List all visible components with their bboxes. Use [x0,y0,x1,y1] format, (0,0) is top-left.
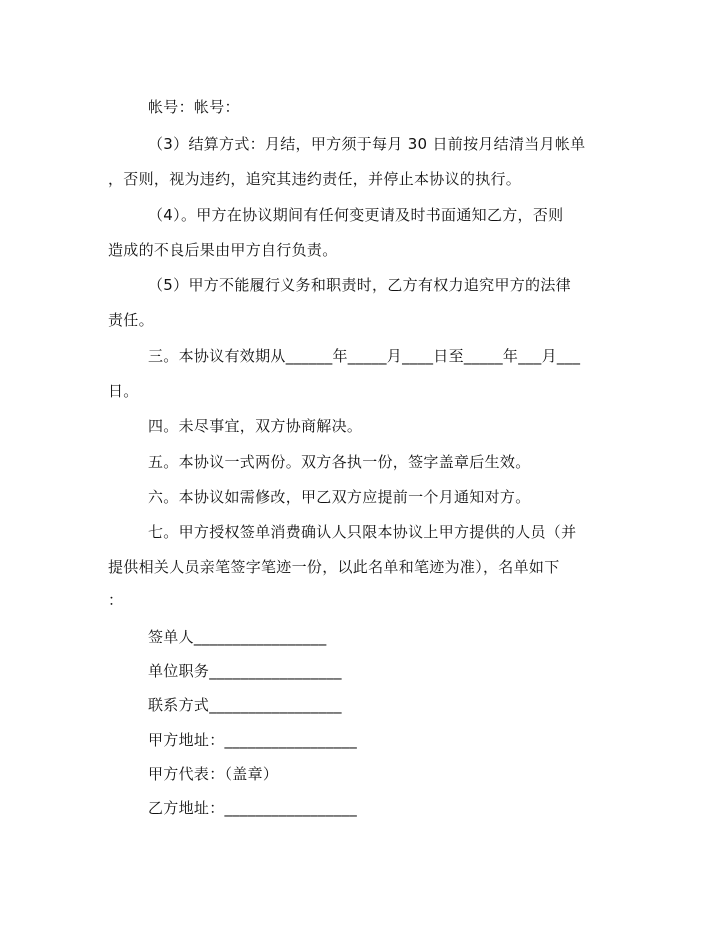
settlement-clause-cont: ，否则，视为违约，追究其违约责任，并停止本协议的执行。 [108,170,522,188]
account-line: 帐号：帐号： [148,98,240,116]
liability-clause-cont: 责任。 [108,311,154,329]
validity-clause: 三。本协议有效期从______年_____月____日至_____年___月___ [148,347,581,365]
copies-clause: 五。本协议一式两份。双方各执一份，签字盖章后生效。 [148,453,531,471]
change-notice-clause: （4）。甲方在协议期间有任何变更请及时书面通知乙方，否则 [148,206,564,224]
validity-clause-cont: 日。 [108,382,139,400]
modification-clause: 六。本协议如需修改，甲乙双方应提前一个月通知对方。 [148,488,531,506]
job-title-field: 单位职务_________________ [148,662,342,680]
signer-field: 签单人_________________ [148,628,327,646]
unresolved-matters: 四。未尽事宜，双方协商解决。 [148,417,363,435]
authorization-cont: 提供相关人员亲笔签字笔迹一份，以此名单和笔迹为准），名单如下 [108,558,560,576]
authorization-colon: ： [108,591,124,609]
contact-field: 联系方式_________________ [148,696,342,714]
authorization-clause: 七。甲方授权签单消费确认人只限本协议上甲方提供的人员（并 [148,523,577,541]
change-notice-cont: 造成的不良后果由甲方自行负责。 [108,241,338,259]
liability-clause: （5）甲方不能履行义务和职责时，乙方有权力追究甲方的法律 [148,276,571,294]
settlement-clause: （3）结算方式：月结，甲方须于每月 30 日前按月结清当月帐单 [148,135,586,153]
party-b-address-field: 乙方地址：_________________ [148,799,358,817]
party-a-representative: 甲方代表：（盖章） [148,765,279,783]
party-a-address-field: 甲方地址：_________________ [148,731,358,749]
